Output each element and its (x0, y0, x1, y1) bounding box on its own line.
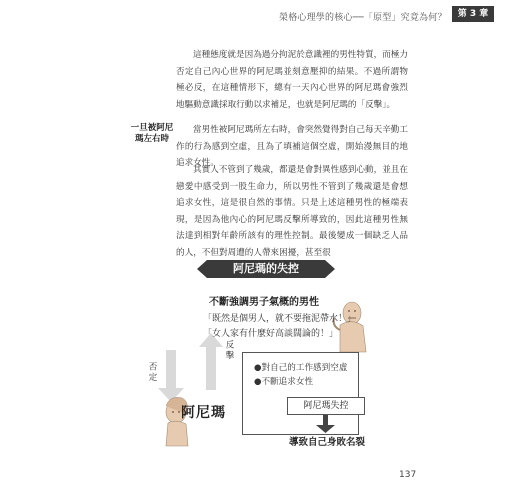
man-figure-icon (334, 302, 366, 352)
rebel-arrow (199, 333, 223, 390)
diagram-banner: 阿尼瑪的失控 (207, 260, 325, 278)
quote-1: 「既然是個男人，就不要拖泥帶水！」 (203, 314, 357, 324)
running-header: 榮格心理學的核心──「原型」究竟為何？ (279, 13, 447, 23)
page-number: 137 (399, 470, 417, 480)
paragraph-2: 當男性被阿尼瑪所左右時，會突然覺得對自己每天辛勤工作的行為感到空虛，且為了填補這個空虛，開始漫無目的地追求女性。 (176, 125, 408, 169)
suppress-label: 否定 (147, 362, 157, 383)
chapter-badge: 第 3 章 (452, 6, 494, 22)
suppress-arrow (158, 350, 184, 402)
paragraph-1: 這種態度就是因為過分拘泥於意識裡的男性特質，而極力否定自己內心世界的阿尼瑪並刻意壓抑的結果。不過所謂物極必反，在這種情形下，總有一天內心世界的阿尼瑪會強烈地驅動意識採取行動以求補足，也就是阿尼瑪的「反擊」。 (176, 50, 408, 110)
anima-label: 阿尼瑪 (181, 405, 226, 421)
symptom-bullet-2: ●不斷追求女性 (254, 377, 314, 387)
banner-wing-left (197, 260, 207, 278)
anima-runaway-box: 阿尼瑪失控 (287, 397, 365, 415)
paragraph-3: 其實人不管到了幾歲，都還是會對異性感到心動，並且在戀愛中感受到一股生命力，所以男性不管到了幾歲還是會想追求女性，這是很自然的事情。只是上述這種男性的極端表現，是因為他內心的阿尼瑪反擊所導致的，因此這種男性無法達到相對年齡所該有的理性控制。最後變成一個缺乏人品的人，不但對周遭的人帶來困擾，甚至很 (176, 165, 408, 258)
diagram-subtitle: 不斷強調男子氣概的男性 (209, 297, 319, 308)
symptom-bullet-1: ●對自己的工作感到空虛 (254, 363, 348, 373)
quote-2: 「女人家有什麼好高談闊論的！」 (203, 329, 339, 339)
side-heading: 一旦被阿尼瑪左右時 (130, 123, 174, 144)
diagram-result: 導致自己身敗名裂 (289, 437, 366, 448)
rebel-label: 反擊 (224, 340, 234, 361)
banner-wing-right (325, 260, 335, 278)
